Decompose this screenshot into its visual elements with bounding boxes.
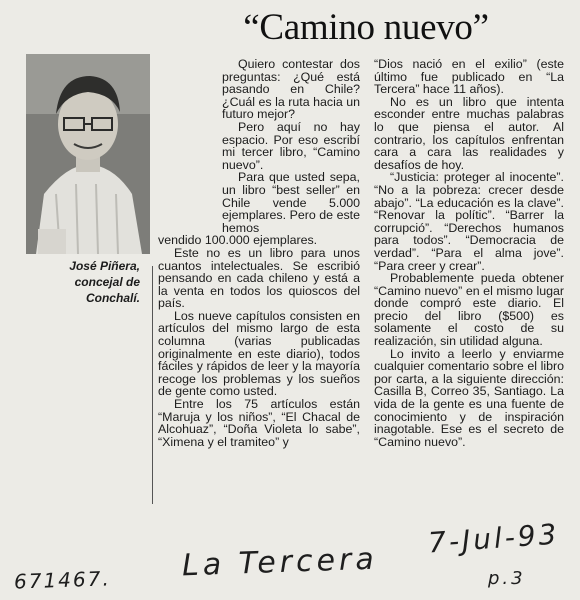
paragraph: No es un libro que intenta esconder entre muchas palabras lo que piensa el autor. Al contrario, los capítulos enfrentan cara a cara las realidades y desafíos de hoy. <box>374 94 564 172</box>
paragraph: Los nueve capítulos consisten en artículos del mismo largo de esta columna (varias publicadas originalmente en este diario), todos fáciles y rápidos de leer y la mayoría recoge los problemas y los sueños de gente como usted. <box>158 308 360 399</box>
handwritten-date: 7-Jul-93 <box>427 517 561 560</box>
caption-line: José Piñera, <box>69 259 140 273</box>
handwritten-source: La Tercera <box>181 541 379 584</box>
caption-line: Conchalí. <box>85 291 140 305</box>
paragraph: Probablemente pueda obtener “Camino nuevo” en el mismo lugar donde compró este diario. El precio del libro ($500) es solamente el costo de su realización, sin utilidad alguna. <box>374 271 564 349</box>
article-column-1 <box>158 57 360 449</box>
article-column-2 <box>374 58 564 448</box>
caption-line: concejal de <box>74 275 140 289</box>
paragraph: Este no es un libro para unos cuantos intelectuales. Se escribió pensando en cada chileno y está a la venta en todos los quioscos del país. <box>158 245 360 311</box>
paragraph: Quiero contestar dos preguntas: ¿Qué está pasando en Chile? ¿Cuál es la ruta hacia un futuro mejor? <box>222 57 360 122</box>
paragraph: “Dios nació en el exilio” (este último fue publicado en “La Tercera” hace 11 años). <box>374 57 564 97</box>
paragraph: “Justicia: proteger al inocente”. “No a la pobreza: crecer desde abajo”. “La educación es la clave”. “Renovar la polític”. “Barrer la corrupció”. “Derechos humanos para todos”. “Democracia de verdad”. “Para el alma jove”. “Para creer y crear”. <box>374 170 564 273</box>
handwritten-page: p.3 <box>488 568 526 589</box>
paragraph: vendido 100.000 ejemplares. <box>158 233 318 248</box>
author-photo <box>26 54 150 254</box>
paragraph: Pero aquí no hay espacio. Por eso escribí mi tercer libro, “Camino nuevo”. <box>222 119 360 172</box>
paragraph: Lo invito a leerlo y enviarme cualquier comentario sobre el libro por carta, a la siguiente dirección: Casilla B, Correo 35, Santiago. La vida de la gente es una fuente de conocimiento y de inspiración inagotable. Ese es el secreto de “Camino nuevo”. <box>374 346 564 449</box>
photo-caption <box>20 258 140 306</box>
column-divider <box>152 266 153 504</box>
paragraph: Entre los 75 artículos están “Maruja y los niños”, “El Chacal de Alcohuaz”, “Doña Violeta lo sabe”, “Ximena y el tramiteo” y <box>158 397 360 449</box>
handwritten-archive-number: 671467. <box>13 566 112 594</box>
newspaper-clipping <box>10 6 572 506</box>
article-headline: “Camino nuevo” <box>243 7 489 48</box>
paragraph: Para que usted sepa, un libro “best seller” en Chile vende 5.000 ejemplares. Pero de este hemos <box>222 170 360 235</box>
